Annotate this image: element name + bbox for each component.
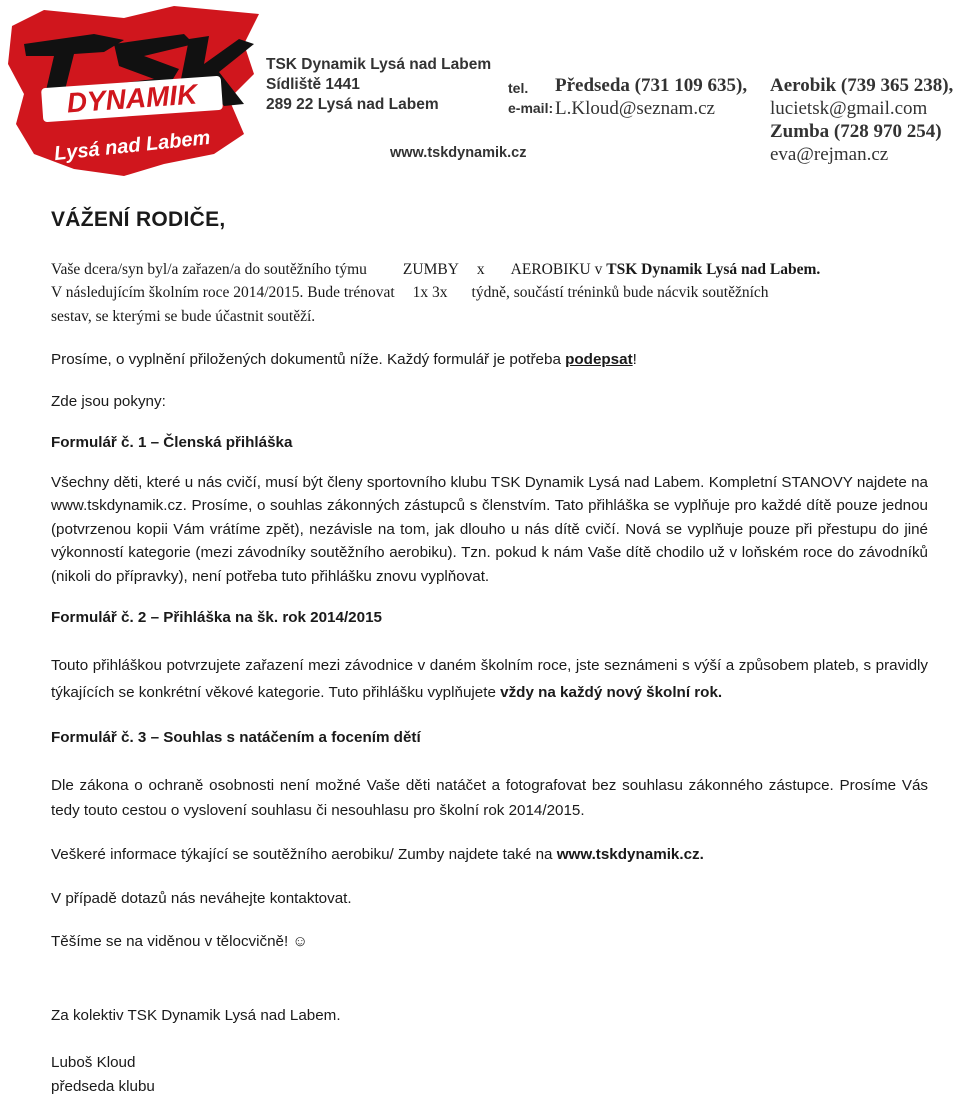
option-separator: x (476, 260, 485, 278)
intro-line-3: sestav, se kterými se bude účastnit soutěží. (51, 307, 316, 325)
form-1-heading (51, 431, 928, 455)
sign-emphasis: podepsat (565, 351, 633, 368)
chair-email[interactable]: L.Kloud@seznam.cz (555, 98, 715, 119)
team-signoff: Za kolektiv TSK Dynamik Lysá nad Labem. (51, 1006, 341, 1024)
tel-label: tel. (508, 80, 529, 96)
letterhead (0, 0, 960, 185)
form-2-text (51, 652, 928, 706)
training-frequency: 1x 3x (412, 284, 448, 301)
intro-line-2 (51, 281, 928, 305)
request-paragraph (51, 348, 928, 372)
email-label: e-mail: (508, 100, 554, 116)
signer-role: předseda klubu (51, 1077, 155, 1095)
form-1-text (51, 471, 928, 589)
info-website[interactable]: www.tskdynamik.cz. (556, 846, 704, 863)
form-2-text-b: vždy na každý nový školní rok. (500, 683, 723, 701)
coach-contacts (770, 74, 953, 166)
logo-word-dynamik: DYNAMIK (65, 78, 199, 119)
org-name: TSK Dynamik Lysá nad Labem (266, 56, 492, 73)
info-paragraph (51, 843, 928, 867)
logo-word-lysa: Lysá nad Labem (53, 126, 212, 166)
form-3-text: Dle zákona o ochraně osobnosti není možné Vaše děti natáčet a fotografovat bez souhlasu zákonného zástupce. Prosíme Vás tedy touto cestou o vyslovení souhlasu či nesouhlasu pro školní rok 2014/2015. (51, 777, 928, 819)
letter-title: VÁŽENÍ RODIČE, (51, 208, 226, 231)
chair-contact (555, 74, 747, 120)
club-name: TSK Dynamik Lysá nad Labem. (606, 260, 821, 278)
form-2-season: rok 2014/2015 (278, 609, 382, 626)
form-2-label: Formulář č. 2 – Přihláška na šk. (51, 609, 279, 626)
intro-line-1 (51, 258, 928, 282)
aerobic-phone: Aerobik (739 365 238), (770, 75, 954, 96)
org-city: 289 22 Lysá nad Labem (266, 96, 439, 113)
contact-paragraph: V případě dotazů nás neváhejte kontaktovat. (51, 889, 352, 907)
org-address (266, 55, 491, 115)
zumba-phone: Zumba (728 970 254) (770, 121, 942, 142)
intro-season: V následujícím školním roce 2014/2015. Bude trénovat (51, 284, 395, 301)
form-1-label: Formulář č. (51, 434, 134, 451)
logo-word-tsk: TSK (304, 4, 306, 5)
option-aerobiku: AEROBIKU v (510, 260, 603, 278)
tsk-dynamik-logo (4, 4, 306, 178)
info-text: Veškeré informace týkající se soutěžního aerobiku/ Zumby najdete také na (51, 846, 553, 863)
form-2-text-a: Touto přihláškou potvrzujete zařazení mezi závodnice v daném školním roce, jste seznámeni s výší a způsobem plateb, s pravidly týkajících se konkrétní věkové kategorie. Tuto přihlášku vyplňujete (51, 656, 928, 701)
option-zumby: ZUMBY (402, 260, 459, 278)
instructions-heading: Zde jsou pokyny: (51, 392, 166, 410)
signer-name: Luboš Kloud (51, 1054, 136, 1071)
intro-training: týdně, součástí tréninků bude nácvik soutěžních (471, 284, 769, 301)
form-2-heading (51, 606, 928, 630)
exclamation: ! (632, 351, 637, 368)
form-3-heading: Formulář č. 3 – Souhlas s natáčením a focením dětí (51, 728, 421, 746)
zumba-email[interactable]: eva@rejman.cz (770, 144, 889, 165)
closing-paragraph: Těšíme se na viděnou v tělocvičně! ☺ (51, 933, 308, 950)
chair-phone: Předseda (731 109 635), (555, 75, 748, 96)
form-1-text-c: Tato přihláška se vyplňuje pro každé dítě pouze jednou (potvrzenou kopii Vám vrátíme zpět), nezávisle na tom, jak dlouho u nás dítě cvičí. Nová se vyplňuje pouze při přestupu do jiné výkonností kategorie (mezi závodníky soutěžního aerobiku). Tzn. pokud k nám Vaše dítě chodilo už v loňském roce do závodníků (nikoli do přípravky), není potřeba tuto přihlášku znovu vyplňovat. (51, 497, 928, 585)
form-1-text-a: Všechny děti, které u nás cvičí, musí být členy sportovního klubu TSK Dynamik Lysá nad Labem. Kompletní STANOVY najdete na www.tskdynamik.cz. (51, 473, 928, 514)
request-text: Prosíme, o vyplnění přiložených dokumentů níže. Každý formulář je potřeba (51, 351, 561, 368)
form-1-title: 1 – Členská přihláška (133, 434, 293, 451)
form-1-text-b: Prosíme, o souhlas zákonných zástupců s členstvím. (186, 497, 551, 514)
intro-text: Vaše dcera/syn byl/a zařazen/a do soutěžního týmu (51, 260, 367, 278)
website-link[interactable]: www.tskdynamik.cz (390, 145, 527, 161)
org-street: Sídliště 1441 (266, 76, 360, 93)
contact-labels (508, 78, 553, 118)
aerobic-email[interactable]: lucietsk@gmail.com (770, 98, 928, 119)
letter-body (51, 208, 928, 1098)
